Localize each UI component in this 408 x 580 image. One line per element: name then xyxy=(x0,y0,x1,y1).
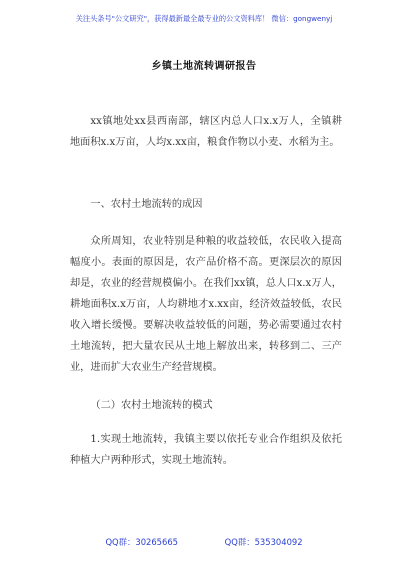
footer xyxy=(0,536,408,548)
section-2-paragraph: 1.实现土地流转，我镇主要以依托专业合作组织及依托种植大户两种形式，实现土地流转。 xyxy=(70,434,342,466)
section-heading-1: 一、农村土地流转的成因 xyxy=(90,199,203,210)
intro-paragraph: xx镇地处xx县西南部，辖区内总人口x.x万人，全镇耕地面积x.x万亩，人均x.xx亩，粮食作物以小麦、水稻为主。 xyxy=(70,116,342,148)
footer-qq-group-2: QQ群：535304092 xyxy=(224,537,303,547)
section-1-paragraph: 众所周知，农业特别是种粮的收益较低，农民收入提高幅度小。表面的原因是，农产品价格不高。更深层次的原因却是，农业的经营规模偏小。在我们xx镇，总人口x.x万人，耕地面积x.x万亩，人均耕地才x.xx亩，经济效益较低，农民收入增长缓慢。要解决收益较低的问题，势必需要通过农村土地流转，把大量农民从土地上解放出来，转移到二、三产业，进而扩大农业生产经营规模。 xyxy=(70,236,342,373)
section-heading-2: （二）农村土地流转的模式 xyxy=(90,400,213,411)
page-title: 乡镇土地流转调研报告 xyxy=(151,61,257,72)
footer-qq-group-1: QQ群：30265665 xyxy=(105,537,178,547)
header-note: 关注头条号"公文研究"，获得最新最全最专业的公文资料库！ 微信：gongwenyj xyxy=(75,14,333,23)
